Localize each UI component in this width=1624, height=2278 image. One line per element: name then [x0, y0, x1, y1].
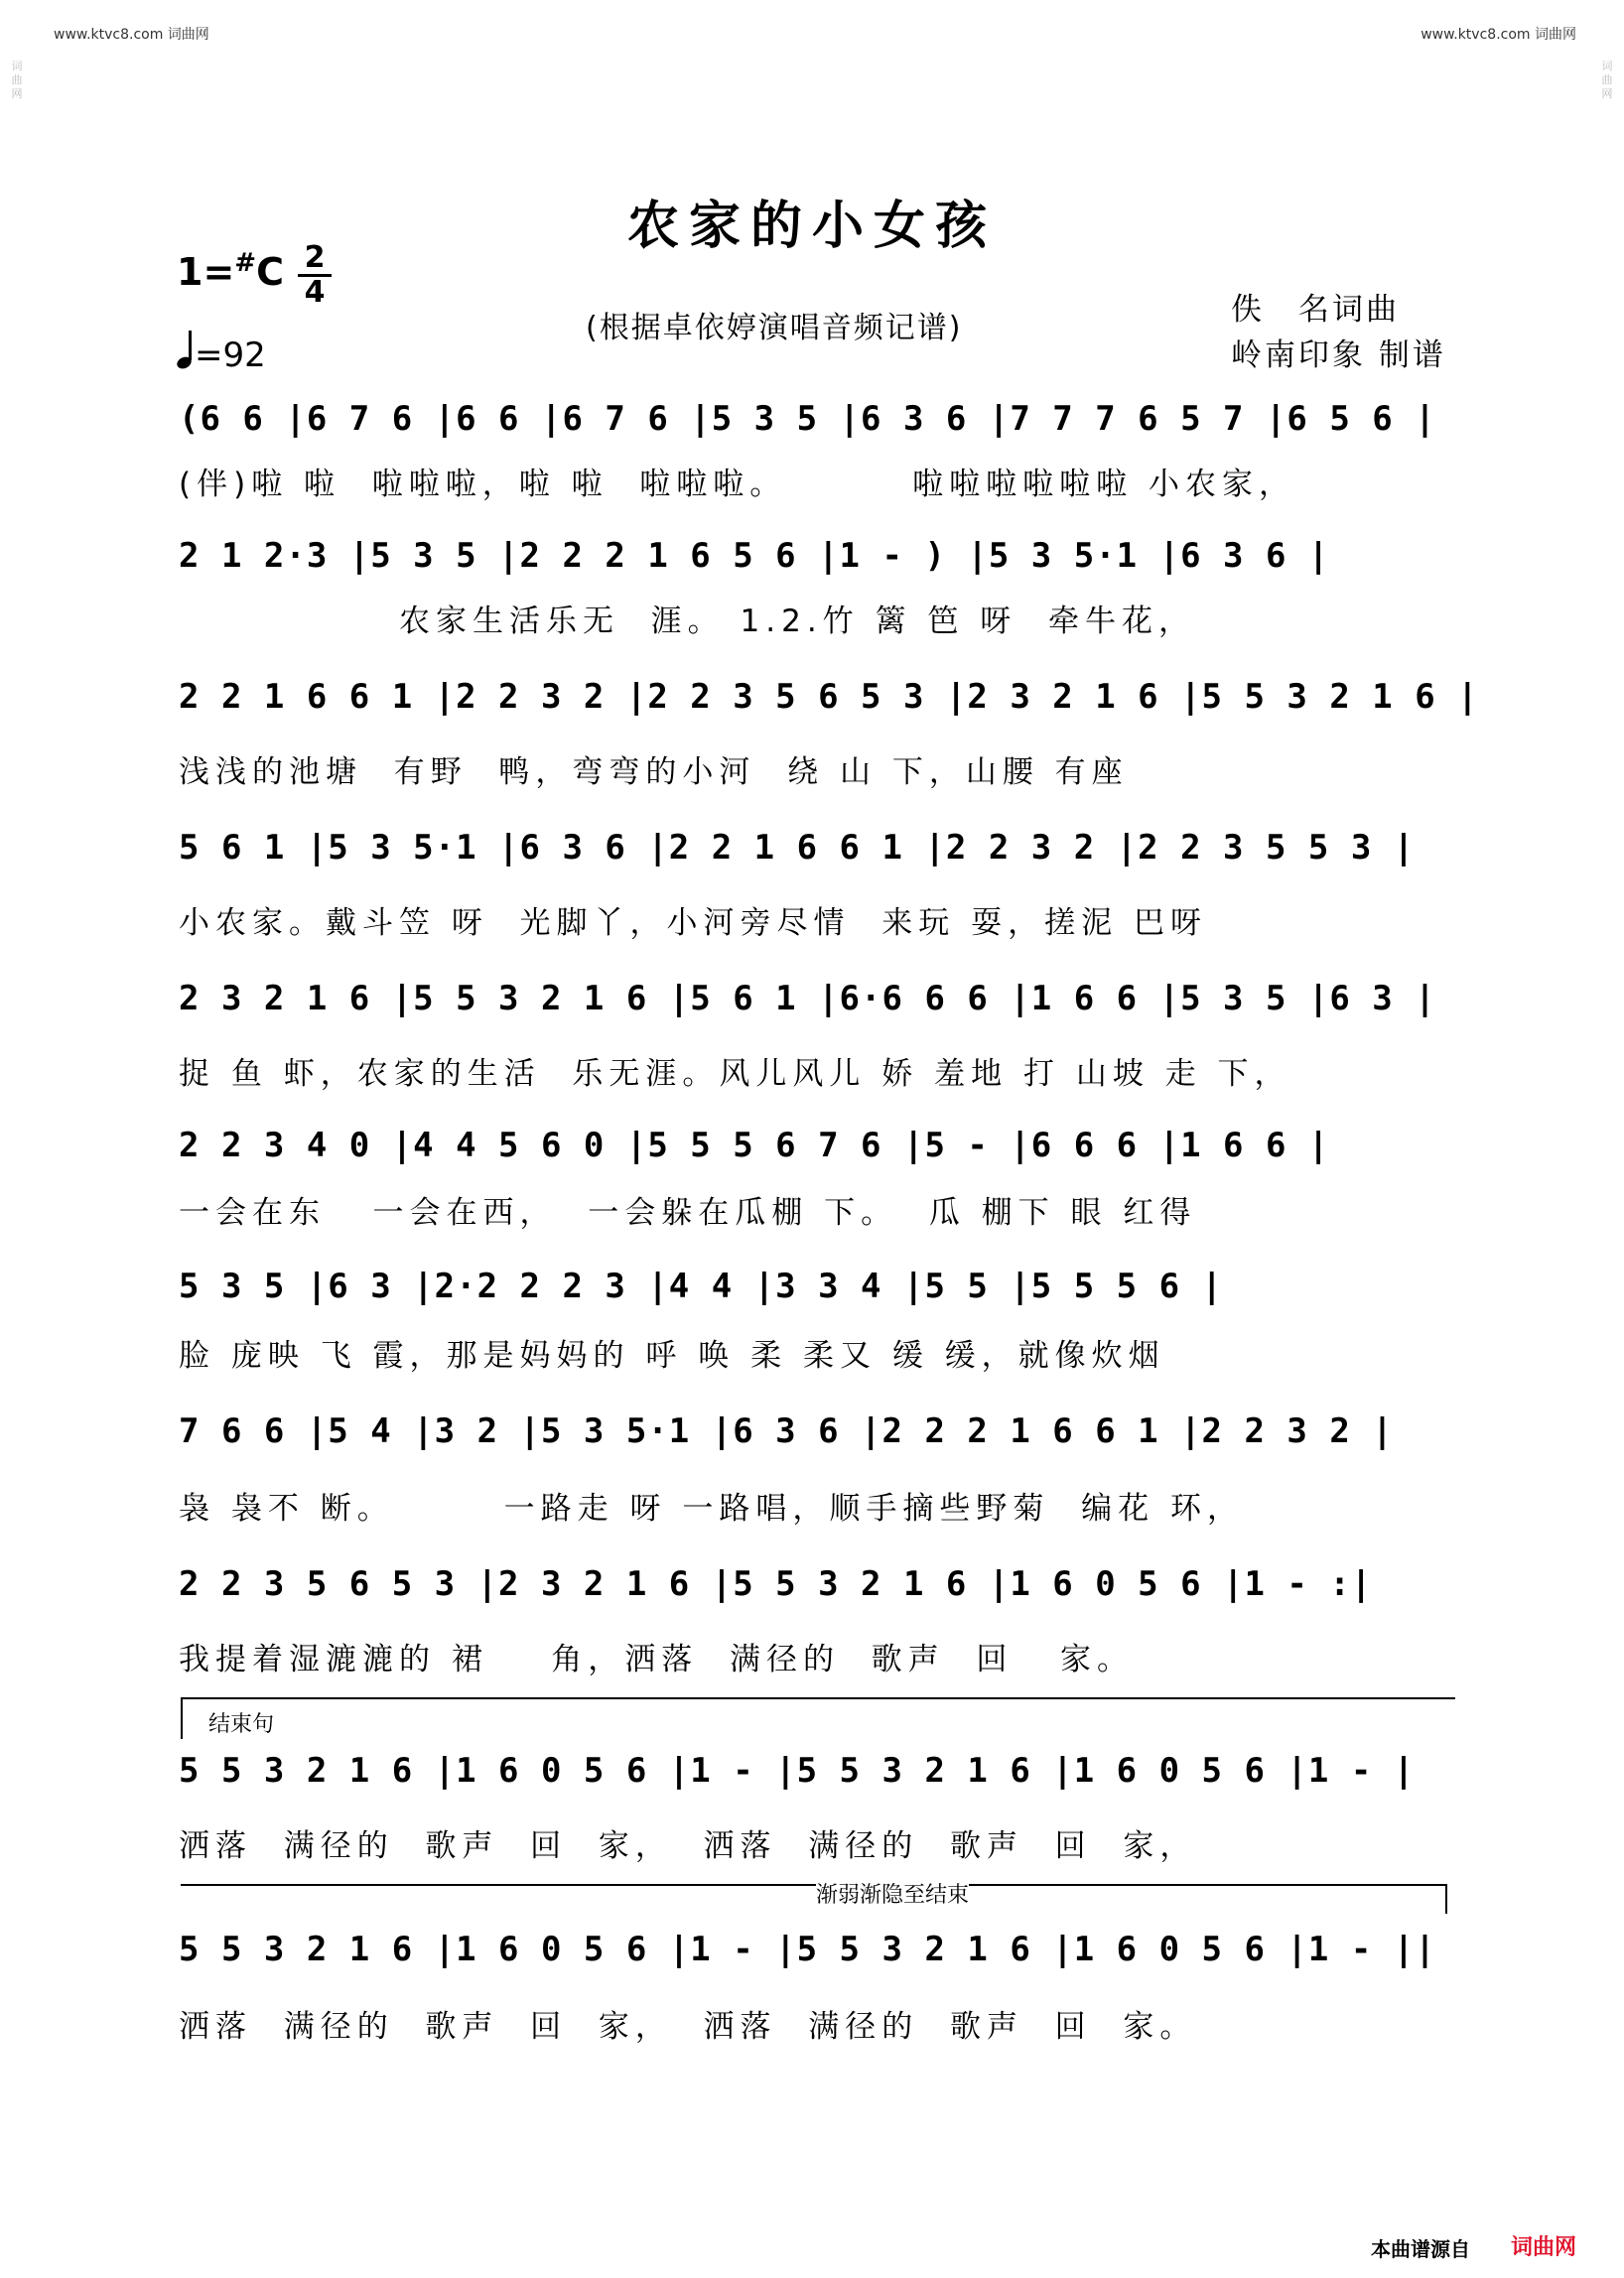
footer-brand-logo[interactable]: 词曲网 — [1510, 2235, 1576, 2260]
notation-row: 2 3 2 1 6 |5 5 3 2 1 6 |5 6 1 |6·6 6 6 |1 6 6 |5 3 5 |6 3 | — [179, 979, 1436, 1018]
ending-label: 结束句 — [208, 1712, 275, 1737]
subtitle: (根据卓依婷演唱音频记谱) — [586, 311, 963, 345]
lyrics-row: 捉 鱼 虾，农家的生活 乐无涯。风儿风儿 娇 羞地 打 山坡 走 下， — [179, 1056, 1291, 1092]
lyrics-row: 洒落 满径的 歌声 回 家， 洒落 满径的 歌声 回 家。 — [179, 2009, 1197, 2045]
lyrics-row: (伴)啦 啦 啦啦啦，啦 啦 啦啦啦。 啦啦啦啦啦啦 小农家， — [179, 467, 1295, 502]
key-signature — [177, 248, 284, 294]
lyrics-row: 我提着湿漉漉的 裙 角，洒落 满径的 歌声 回 家。 — [179, 1642, 1134, 1677]
side-watermark-left: 词 曲 网 — [11, 60, 23, 100]
notation-row: 5 3 5 |6 3 |2·2 2 2 3 |4 4 |3 3 4 |5 5 |5 5 5 6 | — [179, 1267, 1224, 1306]
fade-label: 渐弱渐隐至结束 — [816, 1878, 969, 1909]
site-url-right: www.ktvc8.com 词曲网 — [1421, 27, 1576, 43]
key-letter: C — [256, 250, 284, 294]
song-title: 农家的小女孩 — [626, 196, 997, 256]
lyrics-row: 农家生活乐无 涯。 1.2.竹 篱 笆 呀 牵牛花， — [179, 603, 1195, 639]
ending-bracket — [181, 1697, 1455, 1739]
lyrics-row: 脸 庞映 飞 霞，那是妈妈的 呼 唤 柔 柔又 缓 缓，就像炊烟 — [179, 1338, 1165, 1374]
note-stem — [189, 331, 192, 360]
lyrics-row: 一会在东 一会在西， 一会躲在瓜棚 下。 瓜 棚下 眼 红得 — [179, 1195, 1197, 1231]
key-prefix: 1= — [177, 250, 235, 294]
site-url-left: www.ktvc8.com 词曲网 — [54, 27, 209, 43]
notation-row: 2 2 1 6 6 1 |2 2 3 2 |2 2 3 5 6 5 3 |2 3 2 1 6 |5 5 3 2 1 6 | — [179, 677, 1479, 717]
credit-lyrics-music: 佚 名词曲 — [1231, 292, 1400, 328]
notation-row: 5 5 3 2 1 6 |1 6 0 5 6 |1 - |5 5 3 2 1 6 |1 6 0 5 6 |1 - || — [179, 1930, 1436, 1969]
lyrics-row: 洒落 满径的 歌声 回 家， 洒落 满径的 歌声 回 家， — [179, 1828, 1197, 1864]
tempo-value: =92 — [195, 335, 266, 375]
fade-bracket — [181, 1884, 1447, 1914]
lyrics-row: 浅浅的池塘 有野 鸭，弯弯的小河 绕 山 下，山腰 有座 — [179, 754, 1129, 790]
meter-top: 2 — [304, 240, 326, 275]
lyrics-row: 小农家。戴斗笠 呀 光脚丫，小河旁尽情 来玩 耍，搓泥 巴呀 — [179, 905, 1207, 941]
sharp-sign: # — [234, 248, 257, 278]
meter-bottom: 4 — [298, 274, 332, 309]
notation-row: 7 6 6 |5 4 |3 2 |5 3 5·1 |6 3 6 |2 2 2 1 6 6 1 |2 2 3 2 | — [179, 1411, 1394, 1451]
notation-row: 2 2 3 4 0 |4 4 5 6 0 |5 5 5 6 7 6 |5 - |6 6 6 |1 6 6 | — [179, 1126, 1330, 1165]
tempo-mark — [177, 335, 266, 375]
footer-source: 本曲谱源自 — [1371, 2237, 1470, 2261]
notation-row: (6 6 |6 7 6 |6 6 |6 7 6 |5 3 5 |6 3 6 |7 7 7 6 5 7 |6 5 6 | — [179, 399, 1436, 439]
notation-row: 2 1 2·3 |5 3 5 |2 2 2 1 6 5 6 |1 - ) |5 3 5·1 |6 3 6 | — [179, 536, 1330, 576]
notation-row: 2 2 3 5 6 5 3 |2 3 2 1 6 |5 5 3 2 1 6 |1 6 0 5 6 |1 - :| — [179, 1564, 1373, 1604]
notation-row: 5 6 1 |5 3 5·1 |6 3 6 |2 2 1 6 6 1 |2 2 3 2 |2 2 3 5 5 3 | — [179, 828, 1416, 868]
notation-row: 5 5 3 2 1 6 |1 6 0 5 6 |1 - |5 5 3 2 1 6 |1 6 0 5 6 |1 - | — [179, 1751, 1416, 1791]
credit-transcriber: 岭南印象 制谱 — [1231, 337, 1446, 373]
side-watermark-right: 词 曲 网 — [1601, 60, 1613, 100]
lyrics-row: 袅 袅不 断。 一路走 呀 一路唱，顺手摘些野菊 编花 环， — [179, 1491, 1244, 1527]
time-signature — [298, 242, 332, 309]
